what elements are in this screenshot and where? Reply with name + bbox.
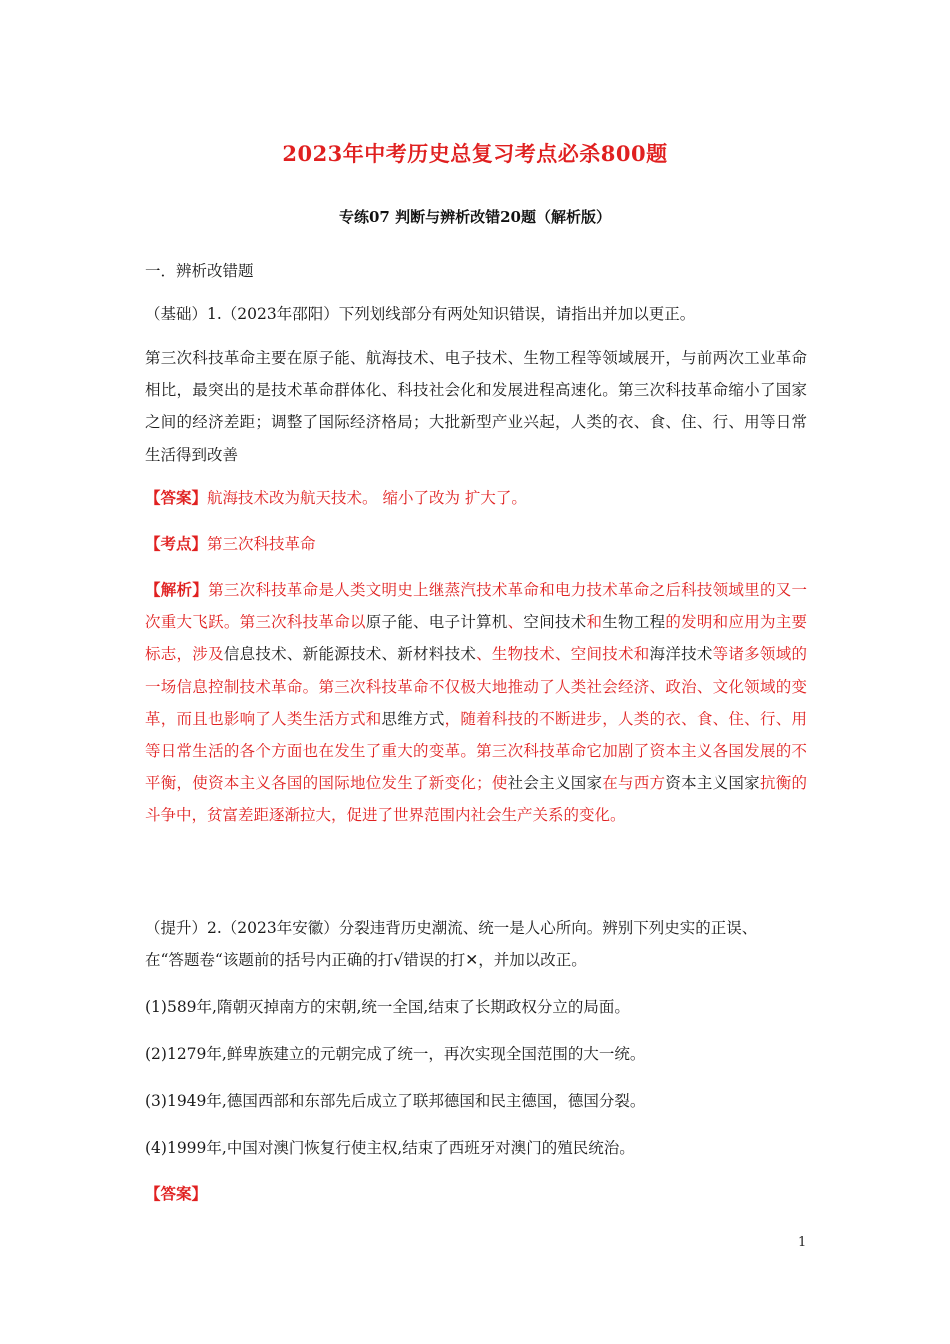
document-title: 2023年中考历史总复习考点必杀800题: [282, 141, 668, 166]
q1-answer: [145, 487, 805, 509]
jiexi-segment: 海洋技术: [649, 645, 713, 664]
jiexi-segment: 等诸多领域的一场信息控制技术革命。第三次科技革命不仅极大地推动了人类社会经济、政治、文化领域的变革，而且也影响了人类生活方式和: [145, 645, 807, 728]
jiexi-segment: 生物工程: [602, 613, 666, 632]
jiexi-segment: 社会主义国家: [507, 774, 603, 793]
document-subtitle: 专练07 判断与辨析改错20题（解析版）: [339, 208, 611, 226]
jiexi-label: 【解析】: [145, 580, 209, 599]
answer-label: 【答案】: [145, 1184, 208, 1203]
jiexi-segment: 原子能、电子计算机: [365, 613, 508, 632]
q1-prompt: （基础）1.（2023年邵阳）下列划线部分有两处知识错误，请指出并加以更正。: [145, 305, 696, 323]
q1-jiexi: [145, 574, 807, 832]
jiexi-segment: 、生物技术、空间技术和: [476, 645, 650, 664]
jiexi-segment: ，随着科技的不断进步，人类的衣、食、住、行、用等日常生活的各个方面也在发生了重大的变革。第三次科技革命它加剧了资本主义各国发展的不平衡，使资本主义各国的国际地位发生了新变化；使: [145, 709, 807, 793]
q2-answer: [145, 1183, 805, 1205]
kaodian-label: 【考点】: [145, 534, 208, 553]
q2-item: (3)1949年,德国西部和东部先后成立了联邦德国和民主德国，德国分裂。: [145, 1092, 646, 1110]
jiexi-segment: 抗衡的斗争中，贫富差距逐渐拉大，促进了世界范围内社会生产关系的变化。: [145, 774, 807, 825]
jiexi-segment: 第三次科技革命是人类文明史上继蒸汽技术革命和电力技术革命之后科技领域里的又一次重大飞跃。第三次科技革命以: [145, 581, 807, 632]
jiexi-segment: 的发明和应用为主要标志，涉及: [145, 613, 807, 664]
q2-item: (2)1279年,鲜卑族建立的元朝完成了统一，再次实现全国范围的大一统。: [145, 1045, 646, 1063]
q2-prompt-line-1: （提升）2.（2023年安徽）分裂违背历史潮流、统一是人心所向。辨别下列史实的正误、: [145, 919, 758, 937]
section-heading: 一．辨析改错题: [145, 262, 254, 280]
q1-passage: 第三次科技革命主要在原子能、航海技术、电子技术、生物工程等领域展开，与前两次工业革命相比，最突出的是技术革命群体化、科技社会化和发展进程高速化。第三次科技革命缩小了国家之间的经济差距；调整了国际经济格局；大批新型产业兴起，人类的衣、食、住、行、用等日常生活得到改善: [145, 349, 807, 464]
jiexi-segment: 和: [586, 613, 603, 632]
jiexi-segment: 在与西方: [602, 774, 666, 793]
q2-item: (1)589年,隋朝灭掉南方的宋朝,统一全国,结束了长期政权分立的局面。: [145, 998, 630, 1016]
q1-kaodian: [145, 533, 805, 555]
q2-prompt-line-2: 在“答题卷“该题前的括号内正确的打√错误的打✕，并加以改正。: [145, 951, 587, 969]
jiexi-segment: 空间技术: [523, 613, 587, 632]
answer-label: 【答案】: [145, 488, 208, 507]
jiexi-segment: 思维方式: [381, 709, 445, 728]
jiexi-segment: 资本主义国家: [665, 774, 760, 793]
page-number: 1: [798, 1235, 807, 1250]
q2-item: (4)1999年,中国对澳门恢复行使主权,结束了西班牙对澳门的殖民统治。: [145, 1139, 635, 1157]
jiexi-segment: 信息技术、新能源技术、新材料技术: [223, 645, 477, 664]
answer-text: 航海技术改为航天技术。 缩小了改为 扩大了。: [207, 489, 527, 507]
jiexi-segment: 、: [507, 613, 524, 632]
kaodian-text: 第三次科技革命: [207, 535, 316, 553]
